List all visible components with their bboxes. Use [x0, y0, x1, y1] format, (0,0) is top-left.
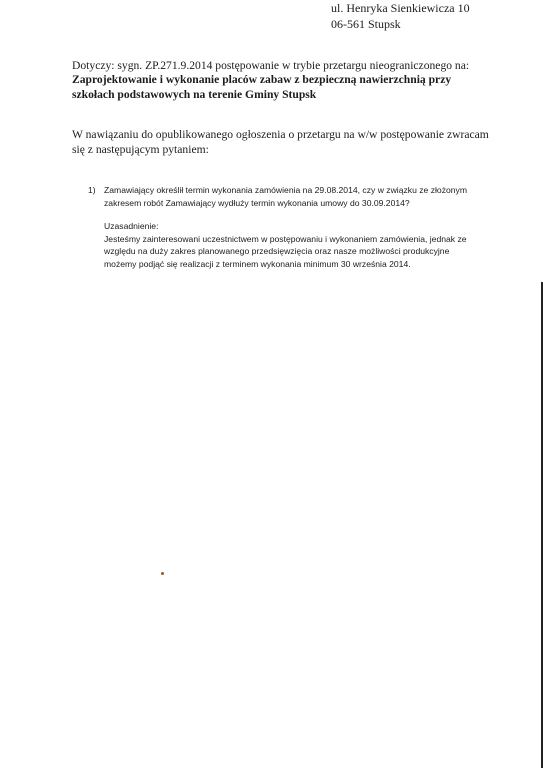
question-number: 1) — [88, 185, 96, 195]
reference-line: Dotyczy: sygn. ZP.271.9.2014 postępowanie w trybie przetargu nieograniczonego na: — [72, 59, 470, 72]
question-item — [88, 184, 468, 209]
question-text: Zamawiający określił termin wykonania zamówienia na 29.08.2014, czy w związku ze złożonym zakresem robót Zamawiający wydłuży termin wykonania umowy do 30.09.2014? — [104, 185, 468, 208]
justification-heading: Uzasadnienie: — [104, 221, 159, 231]
ink-speck — [161, 572, 164, 575]
justification-block — [104, 220, 474, 270]
sender-address — [331, 0, 470, 32]
intro-paragraph: W nawiązaniu do opublikowanego ogłoszenia o przetargu na w/w postępowanie zwracam się z następującym pytaniem: — [72, 128, 489, 156]
justification-text: Jesteśmy zainteresowani uczestnictwem w postępowaniu i wykonaniem zamówienia, jednak ze względu na duży zakres planowanego przedsięwzięcia oraz nasze możliwości produkcyjne możemy podjąć się realizacji z terminem wykonania minimum 30 września 2014. — [104, 233, 467, 269]
address-line-2: 06-561 Stupsk — [331, 17, 401, 31]
address-line-1: ul. Henryka Sienkiewicza 10 — [331, 1, 470, 15]
subject-title: Zaprojektowanie i wykonanie placów zabaw z bezpieczną nawierzchnią przy szkołach podstawowych na terenie Gminy Stupsk — [72, 73, 452, 101]
